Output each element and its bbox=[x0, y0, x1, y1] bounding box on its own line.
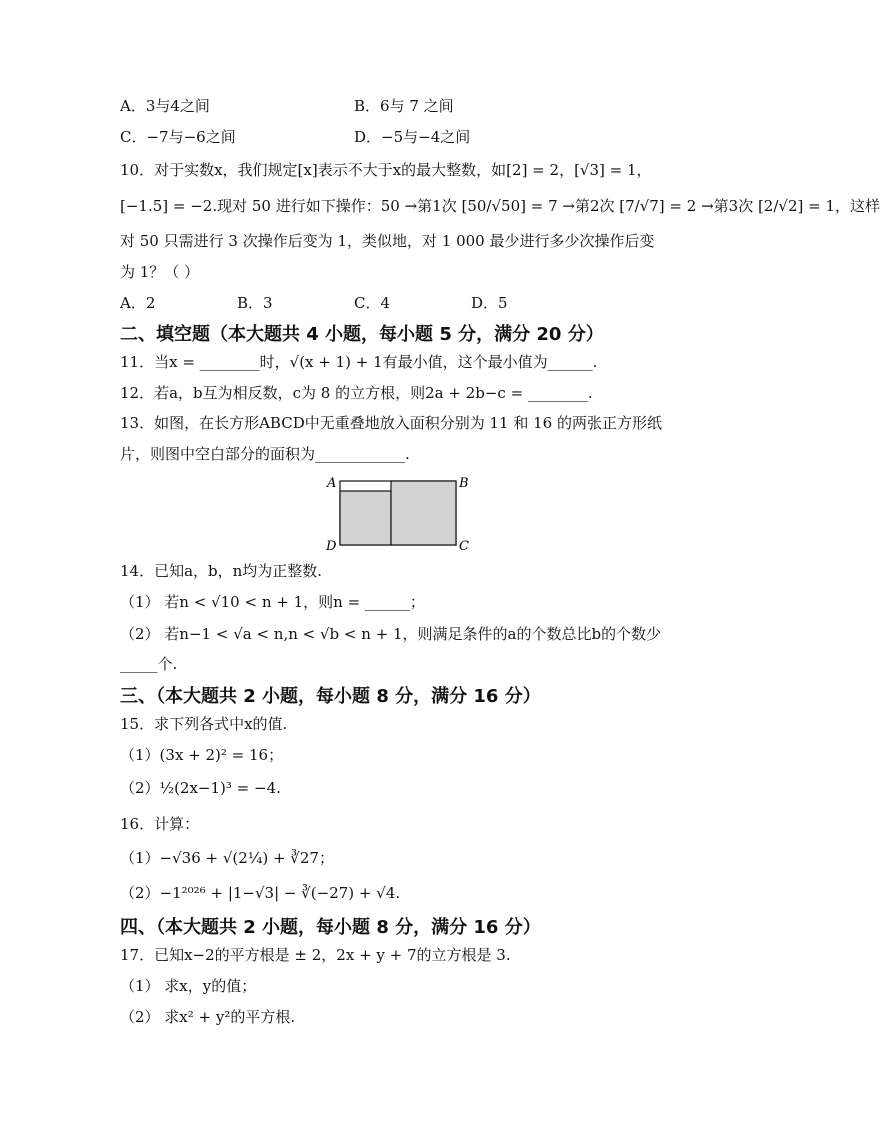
q14-part-2-end: _____个. bbox=[120, 655, 178, 673]
large-square bbox=[391, 481, 456, 545]
q11: 11．当x = ________时，√(x + 1) + 1有最小值，这个最小值为______. bbox=[120, 353, 598, 371]
q10-line-2: [−1.5] = −2.现对 50 进行如下操作：50 →第1次 [50/√50] = 7 →第2次 [7/√7] = 2 →第3次 [2/√2] = 1，这样 bbox=[120, 197, 880, 215]
q15-stem: 15．求下列各式中x的值. bbox=[120, 715, 288, 733]
q17-part-1: （1） 求x，y的值； bbox=[120, 977, 257, 995]
q14-part-2: （2） 若n−1 < √a < n,n < √b < n + 1，则满足条件的a的个数总比b的个数少 bbox=[120, 625, 662, 643]
q10-line-3: 对 50 只需进行 3 次操作后变为 1，类似地，对 1 000 最少进行多少次操作后变 bbox=[120, 232, 655, 250]
q14-part-1: （1） 若n < √10 < n + 1，则n = ______； bbox=[120, 593, 425, 611]
q10-line-1: 10．对于实数x，我们规定[x]表示不大于x的最大整数，如[2] = 2，[√3] = 1， bbox=[120, 161, 652, 179]
q13-line-2: 片，则图中空白部分的面积为____________. bbox=[120, 445, 410, 463]
q15-part-1: （1）(3x + 2)² = 16； bbox=[120, 746, 284, 764]
q9-option-d: D．−5与−4之间 bbox=[354, 128, 471, 146]
rectangle-figure bbox=[322, 472, 482, 562]
q15-part-2: （2）½(2x−1)³ = −4. bbox=[120, 779, 281, 797]
section-3-title: 三、（本大题共 2 小题，每小题 8 分，满分 16 分） bbox=[120, 686, 541, 707]
q14-stem: 14．已知a，b，n均为正整数. bbox=[120, 562, 323, 580]
label-c: C bbox=[459, 539, 469, 554]
section-2-title: 二、填空题（本大题共 4 小题，每小题 5 分，满分 20 分） bbox=[120, 324, 604, 345]
q16-part-1: （1）−√36 + √(2¼) + ∛27； bbox=[120, 849, 334, 867]
label-b: B bbox=[459, 476, 469, 491]
q17-stem: 17．已知x−2的平方根是 ± 2，2x + y + 7的立方根是 3. bbox=[120, 946, 511, 964]
q9-option-c: C．−7与−6之间 bbox=[120, 128, 236, 146]
q17-part-2: （2） 求x² + y²的平方根. bbox=[120, 1008, 296, 1026]
small-square bbox=[340, 491, 391, 545]
q13-line-1: 13．如图，在长方形ABCD中无重叠地放入面积分别为 11 和 16 的两张正方形纸 bbox=[120, 414, 662, 432]
q9-option-a: A．3与4之间 bbox=[120, 97, 210, 115]
q10-option-c: C．4 bbox=[354, 294, 391, 312]
q10-option-b: B．3 bbox=[237, 294, 273, 312]
section-4-title: 四、（本大题共 2 小题，每小题 8 分，满分 16 分） bbox=[120, 917, 541, 938]
q12: 12．若a，b互为相反数，c为 8 的立方根，则2a + 2b−c = ________. bbox=[120, 384, 593, 402]
q16-part-2: （2）−1²⁰²⁶ + |1−√3| − ∛(−27) + √4. bbox=[120, 884, 401, 902]
q16-stem: 16．计算： bbox=[120, 815, 200, 833]
label-a: A bbox=[327, 476, 337, 491]
label-d: D bbox=[326, 539, 337, 554]
q10-option-a: A．2 bbox=[120, 294, 156, 312]
q10-option-d: D．5 bbox=[471, 294, 508, 312]
q10-line-4: 为 1？（ ） bbox=[120, 263, 200, 281]
q9-option-b: B．6与 7 之间 bbox=[354, 97, 454, 115]
